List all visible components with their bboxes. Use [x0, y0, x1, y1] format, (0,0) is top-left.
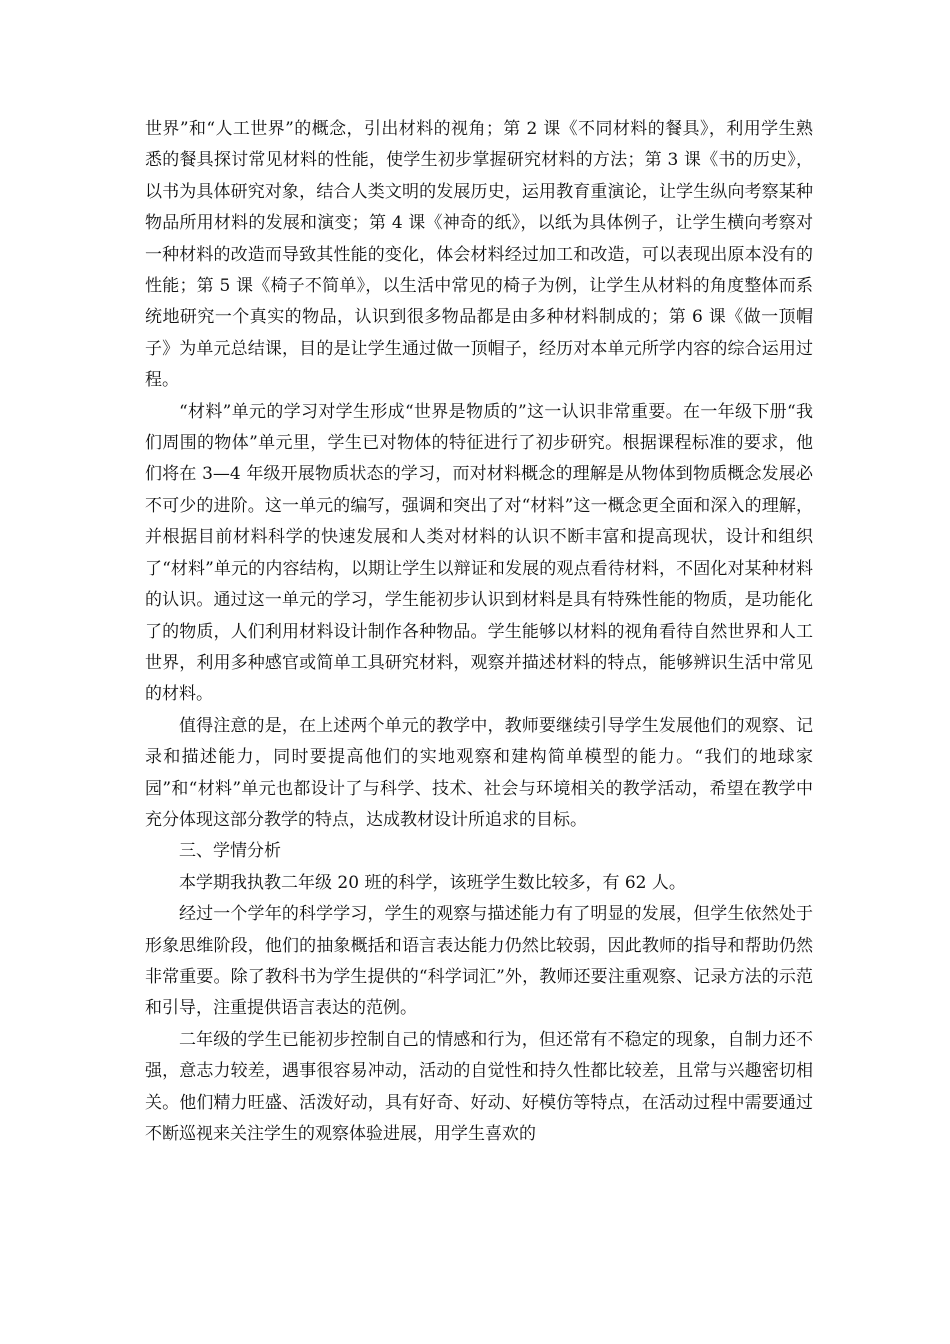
- paragraph-class-info: 本学期我执教二年级 20 班的科学，该班学生数比较多，有 62 人。: [179, 872, 686, 893]
- paragraph-lessons-overview: 世界”和“人工世界”的概念，引出材料的视角；第 2 课《不同材料的餐具》，利用学生熟悉的餐具探讨常见材料的性能，使学生初步掌握研究材料的方法；第 3 课《书的历史》，以书为具体研究对象，结合人类文明的发展历史，运用教育重演论，让学生纵向考察某种物品所用材料的发展和演变；第 4 课《神奇的纸》，以纸为具体例子，让学生横向考察对一种材料的改造而导致其性能的变化，体会材料经过加工和改造，可以表现出原本没有的性能；第 5 课《椅子不简单》，以生活中常见的椅子为例，让学生从材料的角度整体而系统地研究一个真实的物品，认识到很多物品都是由多种材料制成的；第 6 课《做一顶帽子》为单元总结课，目的是让学生通过做一顶帽子，经历对本单元所学内容的综合运用过程。: [145, 119, 813, 391]
- section-heading-learner-analysis: 三、学情分析: [179, 841, 281, 862]
- paragraph-student-behavior: 二年级的学生已能初步控制自己的情感和行为，但还常有不稳定的现象，自制力还不强，意志力较差，遇事很容易冲动，活动的自觉性和持久性都比较差，且常与兴趣密切相关。他们精力旺盛、活泼好动，具有好奇、好动、好模仿等特点，在活动过程中需要通过不断巡视来关注学生的观察体验进展，用学生喜欢的: [145, 1029, 813, 1144]
- document-page: [145, 114, 813, 1150]
- paragraph-teaching-notes: 值得注意的是，在上述两个单元的教学中，教师要继续引导学生发展他们的观察、记录和描述能力，同时要提高他们的实地观察和建构简单模型的能力。“我们的地球家园”和“材料”单元也都设计了与科学、技术、社会与环境相关的教学活动，希望在教学中充分体现这部分教学的特点，达成教材设计所追求的目标。: [145, 715, 813, 830]
- paragraph-materials-unit: “材料”单元的学习对学生形成“世界是物质的”这一认识非常重要。在一年级下册“我们周围的物体”单元里，学生已对物体的特征进行了初步研究。根据课程标准的要求，他们将在 3—4 年级开展物质状态的学习，而对材料概念的理解是从物体到物质概念发展必不可少的进阶。这一单元的编写，强调和突出了对“材料”这一概念更全面和深入的理解，并根据目前材料科学的快速发展和人类对材料的认识不断丰富和提高现状，设计和组织了“材料”单元的内容结构，以期让学生以辩证和发展的观点看待材料，不固化对某种材料的认识。通过这一单元的学习，学生能初步认识到材料是具有特殊性能的物质，是功能化了的物质，人们利用材料设计制作各种物品。学生能够以材料的视角看待自然世界和人工世界，利用多种感官或简单工具研究材料，观察并描述材料的特点，能够辨识生活中常见的材料。: [145, 401, 813, 705]
- paragraph-student-abilities: 经过一个学年的科学学习，学生的观察与描述能力有了明显的发展，但学生依然处于形象思维阶段，他们的抽象概括和语言表达能力仍然比较弱，因此教师的指导和帮助仍然非常重要。除了教科书为学生提供的“科学词汇”外，教师还要注重观察、记录方法的示范和引导，注重提供语言表达的范例。: [145, 904, 813, 1019]
